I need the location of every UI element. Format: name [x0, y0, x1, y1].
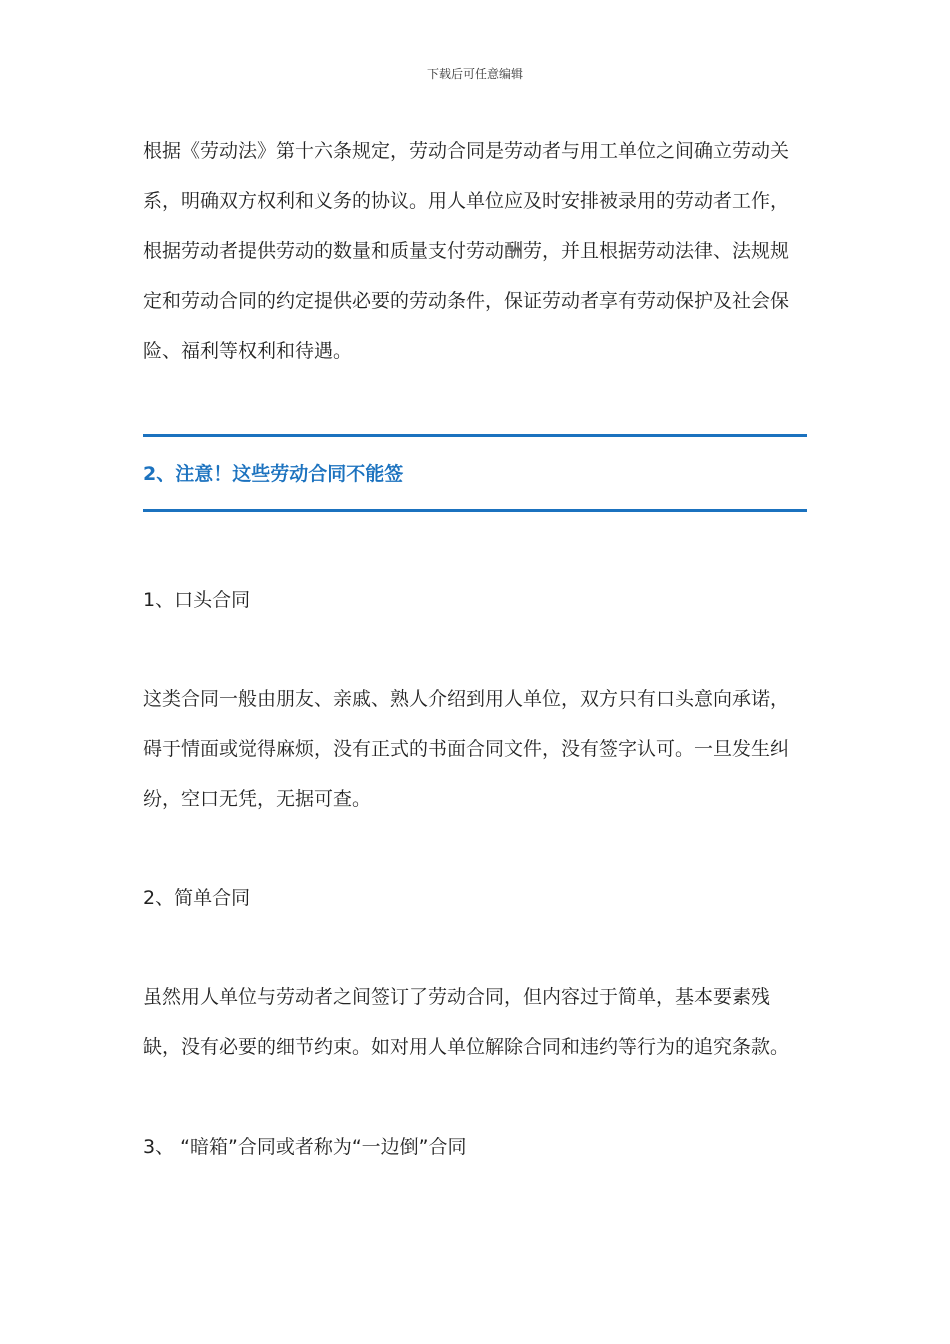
section-heading-box: [143, 434, 807, 512]
intro-paragraph: 根据《劳动法》第十六条规定，劳动合同是劳动者与用工单位之间确立劳动关系，明确双方权利和义务的协议。用人单位应及时安排被录用的劳动者工作，根据劳动者提供劳动的数量和质量支付劳动酬劳，并且根据劳动法律、法规规定和劳动合同的约定提供必要的劳动条件，保证劳动者享有劳动保护及社会保险、福利等权利和待遇。: [143, 140, 790, 362]
item-body-simple-contract: 虽然用人单位与劳动者之间签订了劳动合同，但内容过于简单，基本要素残缺，没有必要的细节约束。如对用人单位解除合同和违约等行为的追究条款。: [143, 986, 790, 1058]
page-header-note: 下载后可任意编辑: [426, 67, 523, 81]
item-title-oral-contract: 1、口头合同: [143, 589, 251, 611]
section-title: 2、注意！这些劳动合同不能签: [143, 463, 404, 485]
item-body-oral-contract: 这类合同一般由朋友、亲戚、熟人介绍到用人单位，双方只有口头意向承诺，碍于情面或觉得麻烦，没有正式的书面合同文件，没有签字认可。一旦发生纠纷，空口无凭，无据可查。: [143, 688, 790, 810]
item-title-blackbox-contract: 3、 “暗箱”合同或者称为“一边倒”合同: [143, 1136, 467, 1158]
item-title-simple-contract: 2、简单合同: [143, 887, 251, 909]
